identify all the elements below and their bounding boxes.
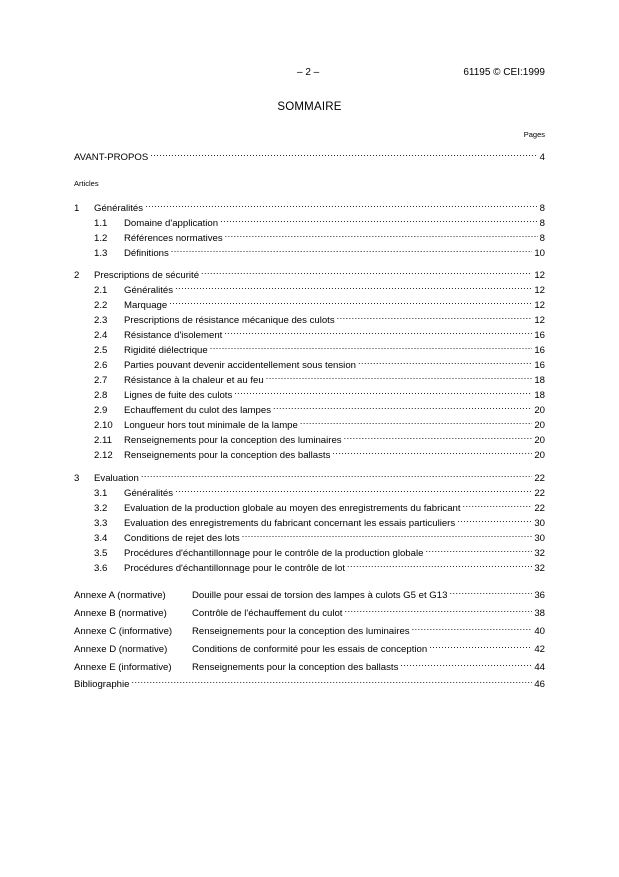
toc-entry-leader-dots [344,433,533,443]
toc-entry-leader-dots [171,246,533,256]
toc-entry-leader-dots [425,546,532,556]
toc-entry-leader-dots [175,486,532,496]
toc-entry-number: 2.11 [94,435,112,446]
toc-entry-page: 12 [534,315,545,326]
toc-entry-page: 10 [534,248,545,259]
toc-entry-page: 8 [539,233,545,244]
pages-column-label: Pages [523,130,545,139]
toc-entry-page: 46 [534,679,545,690]
toc-entry-leader-dots [210,343,533,353]
toc-entry[interactable] [74,486,545,500]
toc-entry-number: Annexe A (normative) [74,590,166,601]
toc-entry-number: 3 [74,473,80,484]
toc-entry-label: Renseignements pour la conception des luminaires [124,435,342,446]
toc-entry-number: 3.3 [94,518,108,529]
toc-entry-label: Renseignements pour la conception des ballasts [124,450,331,461]
toc-entry-number: 3.6 [94,563,108,574]
toc-entry-leader-dots [429,642,532,652]
toc-entry[interactable] [74,246,545,260]
toc-entry-page: 16 [534,330,545,341]
toc-entry[interactable] [74,677,545,691]
toc-entry[interactable] [74,546,545,560]
toc-entry[interactable] [74,660,545,674]
toc-entry-page: 30 [534,518,545,529]
toc-entry-leader-dots [463,501,533,511]
toc-entry-label: Références normatives [124,233,223,244]
toc-entry-label: Prescriptions de résistance mécanique des culots [124,315,335,326]
toc-entry-page: 44 [534,662,545,673]
toc-entry-label: Douille pour essai de torsion des lampes à culots G5 et G13 [192,590,448,601]
toc-entry-label: Evaluation des enregistrements du fabricant concernant les essais particuliers [124,518,456,529]
toc-entry-page: 22 [534,473,545,484]
toc-entry-page: 40 [534,626,545,637]
toc-entry-label: Bibliographie [74,679,130,690]
toc-entry[interactable] [74,298,545,312]
toc-entry-leader-dots [400,660,532,670]
toc-entry-label: Contrôle de l'échauffement du culot [192,608,343,619]
toc-entry[interactable] [74,343,545,357]
toc-entry-page: 20 [534,435,545,446]
toc-entry-leader-dots [457,516,532,526]
toc-entry[interactable] [74,373,545,387]
toc-entry[interactable] [74,403,545,417]
toc-entry-leader-dots [169,298,532,308]
toc-entry-leader-dots [337,313,533,323]
toc-entry[interactable] [74,268,545,282]
toc-entry-leader-dots [344,606,532,616]
toc-entry-leader-dots [273,403,532,413]
toc-entry-page: 22 [534,503,545,514]
toc-entry-number: 2.7 [94,375,108,386]
toc-entry-label: Renseignements pour la conception des ballasts [192,662,399,673]
toc-entry-leader-dots [242,531,533,541]
toc-entry[interactable] [74,216,545,230]
toc-entry-label: Evaluation de la production globale au moyen des enregistrements du fabricant [124,503,461,514]
toc-entry-leader-dots [225,231,538,241]
toc-entry-page: 20 [534,450,545,461]
toc-entry-number: 3.5 [94,548,108,559]
toc-entry-page: 32 [534,563,545,574]
toc-entry-page: 30 [534,533,545,544]
toc-entry-leader-dots [266,373,533,383]
toc-entry-page: 12 [534,285,545,296]
toc-entry-number: 2.2 [94,300,108,311]
toc-entry-page: 16 [534,360,545,371]
toc-entry-label: Généralités [94,203,144,214]
page-header-reference: 61195 © CEI:1999 [463,67,545,78]
toc-entry-leader-dots [141,471,533,481]
toc-entry-number: 3.2 [94,503,108,514]
page-title: SOMMAIRE [277,101,342,113]
toc-entry[interactable] [74,201,545,215]
toc-entry-page: 18 [534,375,545,386]
toc-entry[interactable] [74,328,545,342]
toc-entry[interactable] [74,150,545,164]
toc-entry[interactable] [74,516,545,530]
toc-entry-page: 20 [534,405,545,416]
toc-entry-leader-dots [332,448,532,458]
toc-entry-number: 2.8 [94,390,108,401]
toc-entry-number: 1.2 [94,233,108,244]
toc-entry[interactable] [74,433,545,447]
toc-entry-number: 1 [74,203,80,214]
toc-entry-label: Lignes de fuite des culots [124,390,233,401]
toc-entry-page: 12 [534,300,545,311]
toc-entry[interactable] [74,531,545,545]
toc-entry-number: Annexe C (informative) [74,626,173,637]
toc-entry-page: 42 [534,644,545,655]
toc-entry-page: 22 [534,488,545,499]
toc-entry[interactable] [74,283,545,297]
toc-entry-number: 1.1 [94,218,108,229]
toc-entry-label: Echauffement du culot des lampes [124,405,272,416]
toc-entry-number: 2.12 [94,450,113,461]
toc-entry[interactable] [74,418,545,432]
toc-entry-number: 2.5 [94,345,108,356]
toc-entry[interactable] [74,606,545,620]
toc-entry-label: Procédures d'échantillonnage pour le contrôle de lot [124,563,346,574]
toc-entry-leader-dots [347,561,532,571]
toc-entry-number: 2.9 [94,405,108,416]
toc-entry-label: Résistance à la chaleur et au feu [124,375,264,386]
toc-entry-leader-dots [131,677,532,687]
toc-entry-leader-dots [412,624,533,634]
toc-entry-page: 36 [534,590,545,601]
toc-entry-label: Parties pouvant devenir accidentellement sous tension [124,360,356,371]
page-header-number: – 2 – [297,67,320,78]
toc-entry-number: 3.4 [94,533,108,544]
toc-entry[interactable] [74,588,545,602]
toc-entry[interactable] [74,501,545,515]
toc-entry-number: 2.6 [94,360,108,371]
toc-entry-label: Marquage [124,300,168,311]
toc-entry-leader-dots [449,588,532,598]
toc-entry-page: 16 [534,345,545,356]
toc-entry-page: 12 [534,270,545,281]
toc-entry-leader-dots [234,388,532,398]
toc-entry-number: 2.4 [94,330,108,341]
toc-entry-page: 20 [534,420,545,431]
toc-entry-label: Procédures d'échantillonnage pour le contrôle de la production globale [124,548,424,559]
toc-entry-page: 32 [534,548,545,559]
toc-entry-number: 2 [74,270,80,281]
toc-entry[interactable] [74,313,545,327]
toc-entry-label: Longueur hors tout minimale de la lampe [124,420,298,431]
toc-entry-leader-dots [220,216,538,226]
toc-entry[interactable] [74,448,545,462]
articles-label: Articles [74,179,99,188]
toc-entry[interactable] [74,561,545,575]
toc-entry-label: Généralités [124,488,174,499]
toc-entry-label: Prescriptions de sécurité [94,270,200,281]
toc-entry-leader-dots [300,418,532,428]
toc-entry-label: Evaluation [94,473,139,484]
toc-entry-leader-dots [175,283,532,293]
toc-entry-number: 3.1 [94,488,108,499]
toc-entry[interactable] [74,358,545,372]
toc-entry-label: Domaine d'application [124,218,219,229]
toc-entry-number: 1.3 [94,248,108,259]
toc-entry-number: 2.1 [94,285,108,296]
toc-entry-number: Annexe B (normative) [74,608,167,619]
toc-entry-label: AVANT-PROPOS [74,152,149,163]
toc-entry-label: Résistance d'isolement [124,330,223,341]
toc-entry[interactable] [74,624,545,638]
toc-entry-leader-dots [150,150,537,160]
toc-entry-page: 18 [534,390,545,401]
toc-entry-label: Conditions de conformité pour les essais de conception [192,644,428,655]
toc-entry-page: 4 [539,152,545,163]
toc-entry-leader-dots [201,268,532,278]
toc-entry-page: 8 [539,218,545,229]
toc-entry-label: Rigidité diélectrique [124,345,208,356]
toc-entry-label: Généralités [124,285,174,296]
toc-entry-number: Annexe D (normative) [74,644,168,655]
toc-entry-page: 8 [539,203,545,214]
toc-entry-label: Conditions de rejet des lots [124,533,240,544]
toc-entry-label: Renseignements pour la conception des luminaires [192,626,410,637]
toc-entry-number: 2.10 [94,420,113,431]
toc-entry-leader-dots [358,358,532,368]
toc-entry-leader-dots [224,328,532,338]
toc-entry[interactable] [74,388,545,402]
toc-entry-number: 2.3 [94,315,108,326]
toc-entry-label: Définitions [124,248,169,259]
toc-entry-page: 38 [534,608,545,619]
toc-entry-leader-dots [145,201,538,211]
toc-entry[interactable] [74,231,545,245]
toc-entry[interactable] [74,471,545,485]
toc-entry-number: Annexe E (informative) [74,662,172,673]
toc-entry[interactable] [74,642,545,656]
